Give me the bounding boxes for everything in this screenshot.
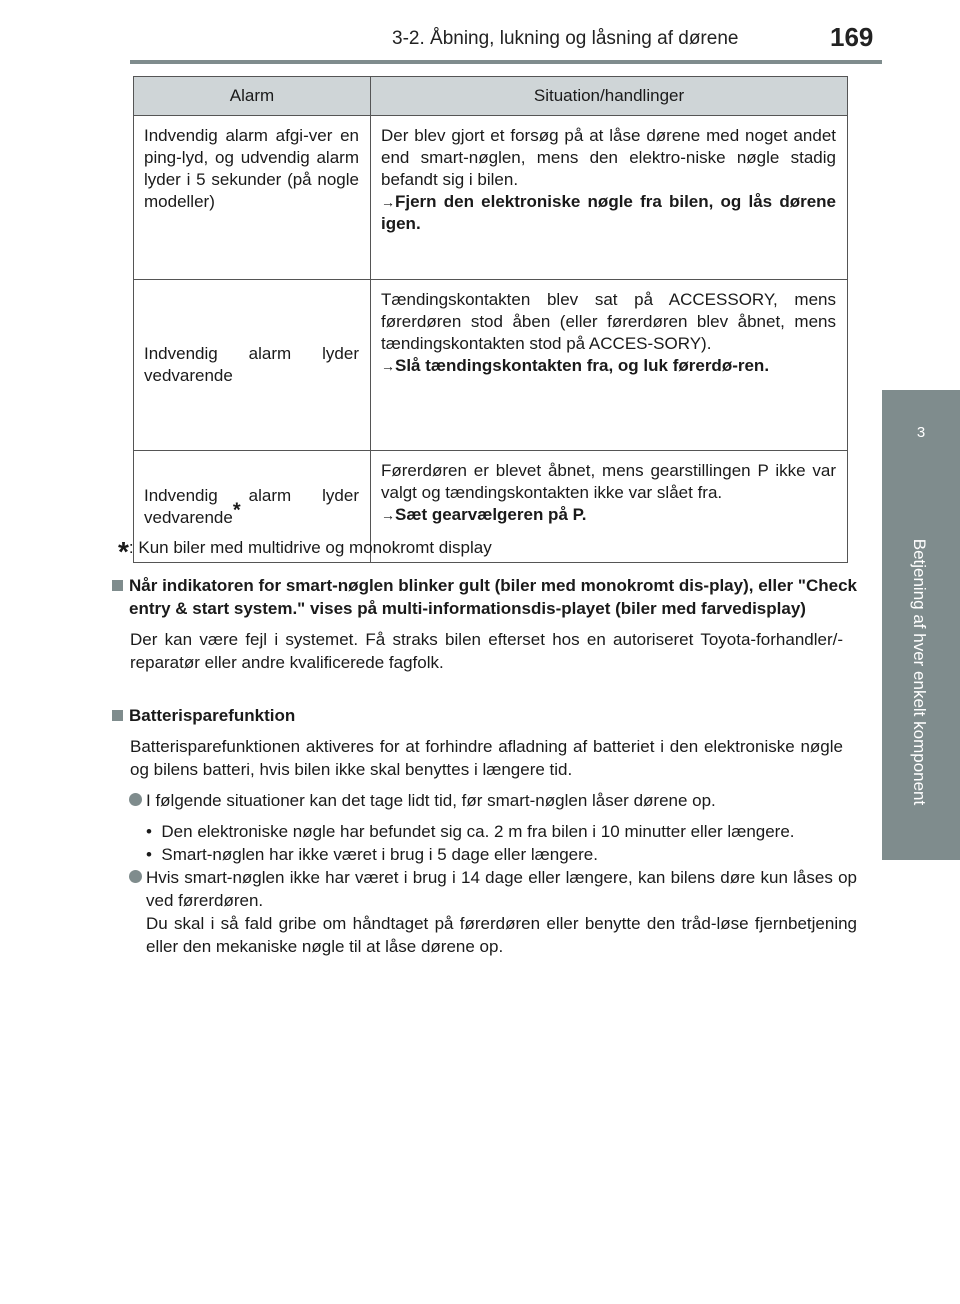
point-text: Hvis smart-nøglen ikke har været i brug i 14 dage eller længere, kan bilens døre kun låses op ved førerdøren. <box>146 868 857 910</box>
square-bullet-icon <box>112 710 123 721</box>
heading-text: Batterisparefunktion <box>129 706 296 725</box>
bullet-icon: • <box>146 822 152 841</box>
point-text: I følgende situationer kan det tage lidt tid, før smart-nøglen låser dørene op. <box>146 791 716 810</box>
table-row <box>134 116 848 280</box>
chapter-title: Betjening af hver enkelt komponent <box>910 538 929 806</box>
list-item <box>112 820 857 843</box>
list-item <box>112 866 857 912</box>
list-item <box>112 843 857 866</box>
alarm-table <box>133 76 848 563</box>
footnote-mark: * <box>232 498 241 521</box>
section-heading <box>112 574 857 620</box>
situation-text: Der blev gjort et forsøg på at låse dørene med noget andet end smart-nøglen, mens den elektro-niske nøgle stadig befandt sig i bilen. <box>381 126 836 189</box>
header-rule <box>130 60 882 64</box>
chapter-tab <box>882 390 960 480</box>
situation-cell <box>371 280 848 451</box>
arrow-icon: → <box>381 507 395 523</box>
situation-text: Førerdøren er blevet åbnet, mens gearstillingen P ikke var valgt og tændingskontakten ikke var slået fra. <box>381 461 836 502</box>
table-header-row <box>134 77 848 116</box>
page-header <box>0 0 960 60</box>
bullet-icon: • <box>146 845 152 864</box>
section-body: Der kan være fejl i systemet. Få straks bilen efterset hos en autoriseret Toyota-forhandler/-reparatør eller andre kvalificerede fagfolk. <box>130 630 843 672</box>
circle-bullet-icon <box>129 793 142 806</box>
section-battery <box>112 704 857 958</box>
chapter-number: 3 <box>916 424 926 441</box>
arrow-icon: → <box>381 358 395 374</box>
action-text <box>381 355 836 377</box>
situation-text: Tændingskontakten blev sat på ACCESSORY, mens førerdøren stod åben (eller førerdøren blev åbnet, mens tændingskontakten stod på ACCES-SORY). <box>381 290 836 353</box>
action-label: Sæt gearvælgeren på P. <box>395 505 587 524</box>
alarm-cell: Indvendig alarm lyder vedvarende <box>134 280 371 451</box>
table-row <box>134 280 848 451</box>
chapter-label-wrap <box>904 492 934 852</box>
alarm-cell: Indvendig alarm afgi-ver en ping-lyd, og udvendig alarm lyder i 5 sekunder (på nogle modeller) <box>134 116 371 280</box>
action-label: Slå tændingskontakten fra, og luk førerdø-ren. <box>395 356 770 375</box>
arrow-icon: → <box>381 194 395 210</box>
action-label: Fjern den elektroniske nøgle fra bilen, og lås dørene igen. <box>381 192 836 233</box>
page-number: 169 <box>830 22 874 52</box>
square-bullet-icon <box>112 580 123 591</box>
circle-bullet-icon <box>129 870 142 883</box>
alarm-text: Indvendig alarm lyder vedvarende <box>144 485 359 527</box>
action-text <box>381 504 836 526</box>
section-body: Batterisparefunktionen aktiveres for at forhindre afladning af batteriet i den elektroniske nøgle og bilens batteri, hvis bilen ikke skal benyttes i længere tid. <box>130 737 843 779</box>
column-header-alarm: Alarm <box>134 77 371 116</box>
footnote-text: : Kun biler med multidrive og monokromt display <box>128 538 492 557</box>
bullet-text: Smart-nøglen har ikke været i brug i 5 dage eller længere. <box>161 845 598 864</box>
footnote <box>118 536 492 568</box>
list-item <box>112 789 857 812</box>
heading-text: Når indikatoren for smart-nøglen blinker gult (biler med monokromt dis-play), eller "Check entry & start system." vises på multi-informationsdis-playet (biler med farvedisplay) <box>129 576 857 618</box>
point-continuation: Du skal i så fald gribe om håndtaget på førerdøren eller benytte den tråd-løse fjernbetjening eller den mekaniske nøgle til at låse dørene op. <box>146 914 857 956</box>
column-header-situation: Situation/handlinger <box>371 77 848 116</box>
section-heading <box>112 704 857 727</box>
situation-cell <box>371 116 848 280</box>
bullet-text: Den elektroniske nøgle har befundet sig ca. 2 m fra bilen i 10 minutter eller længere. <box>161 822 795 841</box>
section-indicator <box>112 574 857 674</box>
footnote-star: * <box>118 536 129 567</box>
section-title: 3-2. Åbning, lukning og låsning af dørene <box>392 28 739 49</box>
action-text <box>381 191 836 235</box>
